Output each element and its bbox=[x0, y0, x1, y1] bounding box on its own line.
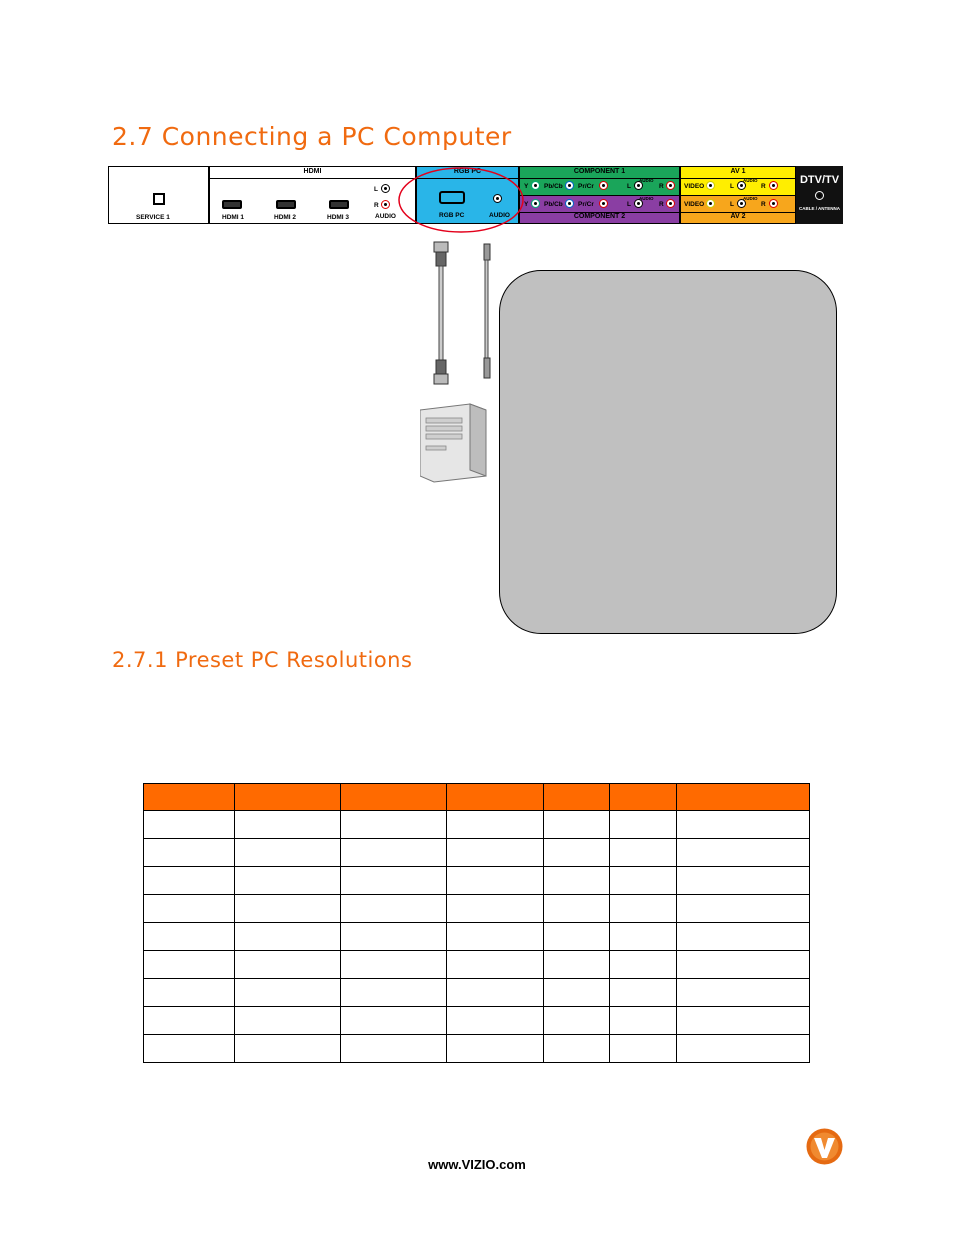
av1-video-label: VIDEO bbox=[684, 183, 705, 190]
comp2-r-label: R bbox=[659, 201, 664, 208]
comp1-y-label: Y bbox=[524, 183, 529, 190]
antenna-jack-icon bbox=[815, 191, 824, 200]
av1-r-label: R bbox=[761, 183, 766, 190]
table-row bbox=[144, 839, 810, 867]
table-row bbox=[144, 951, 810, 979]
dtv-label: DTV/TV bbox=[799, 174, 840, 186]
comp1-r-label: R bbox=[659, 183, 664, 190]
comp1-r-jack-icon bbox=[666, 181, 675, 190]
comp1-pb-jack-icon bbox=[565, 181, 574, 190]
av1-audio-label: AUDIO bbox=[743, 178, 758, 183]
dtv-sub-label: CABLE / ANTENNA bbox=[798, 206, 841, 211]
vga-plug-top-icon bbox=[434, 242, 448, 252]
hdmi-header: HDMI bbox=[210, 168, 415, 179]
comp1-l-label: L bbox=[627, 183, 631, 190]
av2-r-jack-icon bbox=[769, 199, 778, 208]
service-port-icon bbox=[153, 193, 165, 205]
section-title: 2.7 Connecting a PC Computer bbox=[112, 122, 512, 151]
hdmi-1-label: HDMI 1 bbox=[222, 214, 245, 221]
instructions-callout-box bbox=[499, 270, 837, 634]
comp2-pb-jack-icon bbox=[565, 199, 574, 208]
comp2-l-label: L bbox=[627, 201, 631, 208]
hdmi-audio-l-jack-icon bbox=[381, 184, 390, 193]
audio-plug-top-icon bbox=[484, 244, 490, 260]
comp2-y-label: Y bbox=[524, 201, 529, 208]
comp2-y-jack-icon bbox=[531, 199, 540, 208]
subsection-title: 2.7.1 Preset PC Resolutions bbox=[112, 648, 413, 672]
av2-r-label: R bbox=[761, 201, 766, 208]
rgb-pc-port-label: RGB PC bbox=[439, 212, 465, 219]
table-row bbox=[144, 923, 810, 951]
hdmi-3-label: HDMI 3 bbox=[327, 214, 350, 221]
av-1-header: AV 1 bbox=[681, 168, 795, 179]
component-2-section bbox=[519, 195, 680, 224]
comp2-r-jack-icon bbox=[666, 199, 675, 208]
hdmi-audio-r-label: R bbox=[374, 202, 379, 209]
hdmi-section bbox=[209, 166, 416, 224]
comp1-pb-label: Pb/Cb bbox=[544, 183, 563, 190]
table-row bbox=[144, 867, 810, 895]
comp2-audio-label: AUDIO bbox=[639, 196, 654, 201]
comp2-pr-label: Pr/Cr bbox=[578, 201, 594, 208]
comp1-pr-label: Pr/Cr bbox=[578, 183, 594, 190]
table-row bbox=[144, 1035, 810, 1063]
rgb-audio-label: AUDIO bbox=[489, 212, 510, 219]
av-2-section bbox=[680, 195, 796, 224]
hdmi-2-label: HDMI 2 bbox=[274, 214, 297, 221]
comp1-pr-jack-icon bbox=[599, 181, 608, 190]
av1-video-jack-icon bbox=[706, 181, 715, 190]
hdmi-2-port-icon bbox=[276, 200, 296, 209]
preset-resolutions-table bbox=[143, 783, 810, 1063]
av1-l-label: L bbox=[730, 183, 734, 190]
vga-plug-bottom-icon bbox=[434, 374, 448, 384]
pc-cable-illustration bbox=[420, 240, 500, 490]
av-1-section bbox=[680, 166, 796, 196]
service-section bbox=[108, 166, 209, 224]
av2-video-jack-icon bbox=[706, 199, 715, 208]
av1-r-jack-icon bbox=[769, 181, 778, 190]
av2-audio-label: AUDIO bbox=[743, 196, 758, 201]
table-header-row bbox=[144, 784, 810, 811]
component-1-section bbox=[519, 166, 680, 196]
component-1-header: COMPONENT 1 bbox=[520, 168, 679, 179]
table-row bbox=[144, 1007, 810, 1035]
component-2-header: COMPONENT 2 bbox=[520, 212, 679, 224]
comp1-audio-label: AUDIO bbox=[639, 178, 654, 183]
av-2-header: AV 2 bbox=[681, 212, 795, 224]
footer-url: www.VIZIO.com bbox=[428, 1157, 526, 1172]
av2-video-label: VIDEO bbox=[684, 201, 705, 208]
vizio-logo-icon bbox=[806, 1128, 843, 1165]
hdmi-audio-l-label: L bbox=[374, 186, 378, 193]
hdmi-3-port-icon bbox=[329, 200, 349, 209]
hdmi-audio-label: AUDIO bbox=[375, 213, 396, 220]
table-row bbox=[144, 895, 810, 923]
dtv-panel bbox=[796, 166, 843, 224]
audio-plug-bottom-icon bbox=[484, 358, 490, 378]
comp2-pb-label: Pb/Cb bbox=[544, 201, 563, 208]
table-row bbox=[144, 811, 810, 839]
comp2-pr-jack-icon bbox=[599, 199, 608, 208]
av2-l-label: L bbox=[730, 201, 734, 208]
rgb-pc-header: RGB PC bbox=[417, 168, 518, 179]
service-label: SERVICE 1 bbox=[136, 214, 170, 221]
table-row bbox=[144, 979, 810, 1007]
rgb-highlight-ellipse bbox=[396, 166, 529, 236]
comp1-y-jack-icon bbox=[531, 181, 540, 190]
hdmi-1-port-icon bbox=[222, 200, 242, 209]
hdmi-audio-r-jack-icon bbox=[381, 200, 390, 209]
